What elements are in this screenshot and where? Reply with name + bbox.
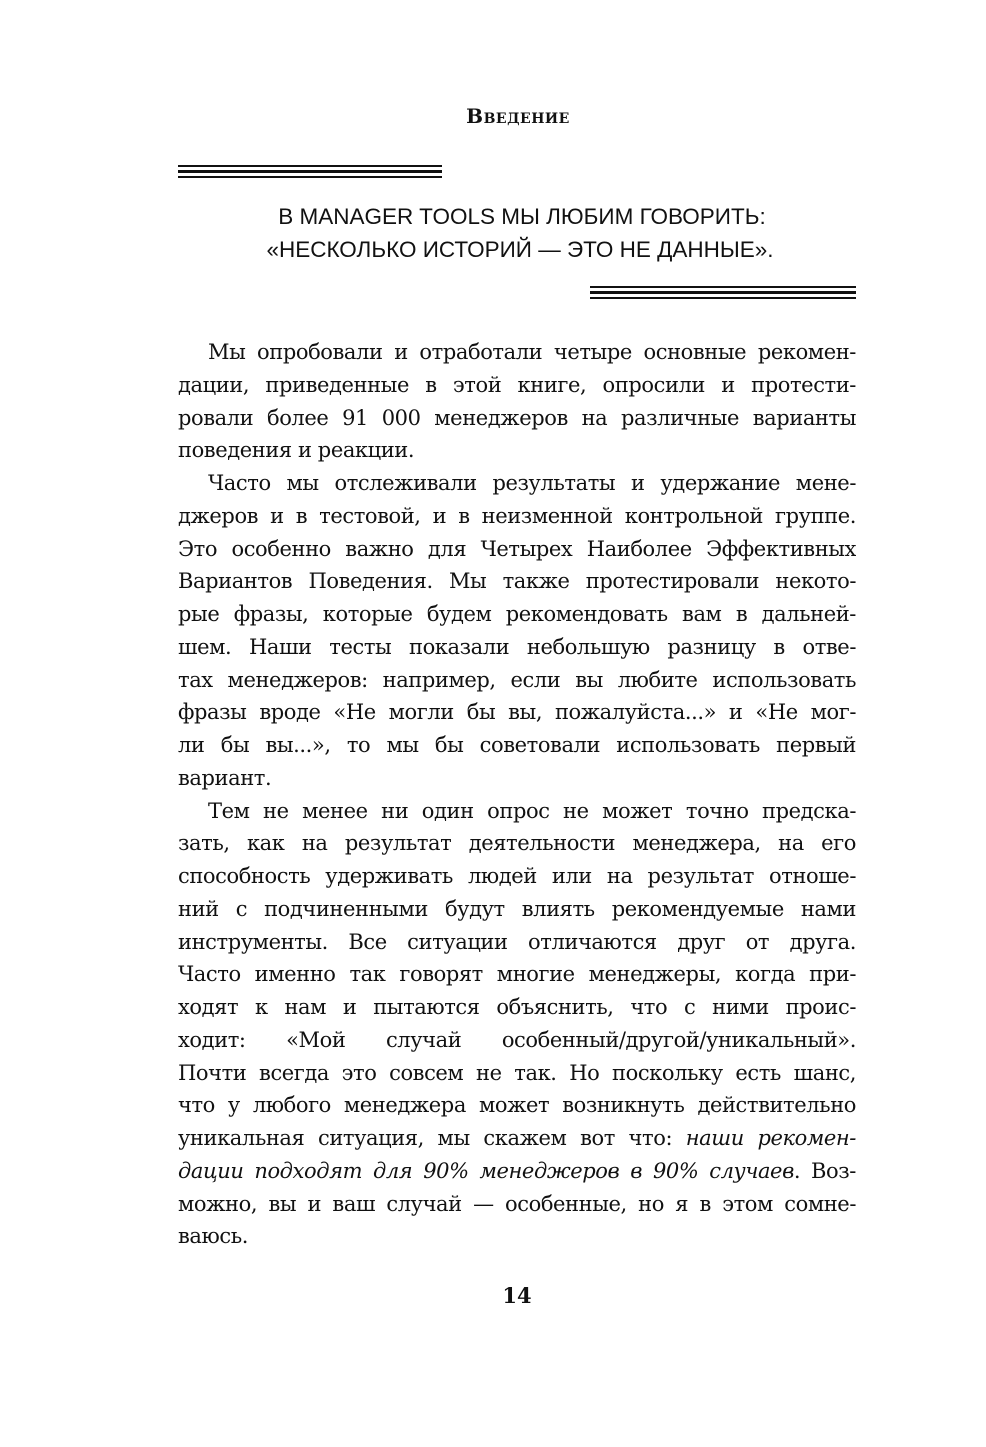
text-line: шем. Наши тесты показали небольшую разницу в отве-	[178, 634, 856, 659]
text-line: рые фразы, которые будем рекомендовать вам в дальней-	[178, 602, 856, 626]
text-line: ровали более 91 000 менеджеров на различные варианты	[178, 405, 856, 430]
text-run: уникальная ситуация, мы скажем вот что:	[178, 1126, 686, 1150]
text-line: вариант.	[178, 765, 272, 790]
pull-quote	[178, 200, 856, 266]
text-line: тах менеджеров: например, если вы любите использовать	[178, 667, 856, 692]
text-run: . Воз-	[793, 1158, 856, 1183]
text-line: что у любого менеджера может возникнуть действительно	[178, 1093, 856, 1118]
emphasis-text: дации подходят для 90% менеджеров в 90% случаев	[178, 1158, 794, 1183]
text-line: дации, приведенные в этой книге, опросили и протести-	[178, 372, 856, 397]
text-line: Это особенно важно для Четырех Наиболее Эффективных	[178, 536, 856, 561]
text-line: ваюсь.	[178, 1224, 248, 1249]
text-line-mixed	[178, 1155, 856, 1188]
paragraph-1	[178, 336, 856, 467]
text-line: ходят к нам и пытаются объяснить, что с ними проис-	[178, 995, 856, 1019]
text-line: джеров и в тестовой, и в неизменной контрольной группе.	[178, 503, 856, 528]
page-number: 14	[502, 1283, 532, 1308]
text-line: ний с подчиненными будут влиять рекомендуемые нами	[178, 896, 856, 921]
text-line: фразы вроде «Не могли бы вы, пожалуйста...» и «Не мог-	[178, 700, 856, 725]
body-text	[178, 336, 856, 1253]
text-line: способность удерживать людей или на результат отноше-	[178, 864, 856, 888]
text-line: ли бы вы...», то мы бы советовали использовать первый	[178, 733, 856, 757]
pull-quote-line-2: «НЕСКОЛЬКО ИСТОРИЙ — ЭТО НЕ ДАННЫЕ».	[266, 237, 774, 262]
decorative-rule-top	[178, 165, 442, 179]
text-line: Вариантов Поведения. Мы также протестировали некото-	[178, 569, 856, 594]
text-line-mixed	[178, 1122, 856, 1155]
decorative-rule-bottom	[590, 286, 856, 300]
text-line: Часто именно так говорят многие менеджеры, когда при-	[178, 962, 856, 987]
text-line: зать, как на результат деятельности менеджера, на его	[178, 831, 856, 856]
paragraph-2	[178, 467, 856, 795]
text-line: поведения и реакции.	[178, 438, 415, 463]
text-line: ходит: «Мой случай особенный/другой/уникальный».	[178, 1027, 856, 1052]
text-line: Часто мы отслеживали результаты и удержание мене-	[208, 471, 856, 495]
text-line: Почти всегда это совсем не так. Но поскольку есть шанс,	[178, 1060, 856, 1085]
text-line: Мы опробовали и отработали четыре основные рекомен-	[208, 340, 856, 364]
text-line: можно, вы и ваш случай — особенные, но я в этом сомне-	[178, 1191, 856, 1216]
running-head: Введение	[466, 104, 570, 128]
paragraph-3	[178, 795, 856, 1254]
text-line: инструменты. Все ситуации отличаются друг от друга.	[178, 929, 856, 954]
emphasis-text: наши рекомен-	[685, 1126, 856, 1150]
pull-quote-line-1: В MANAGER TOOLS МЫ ЛЮБИМ ГОВОРИТЬ:	[278, 204, 766, 229]
text-line: Тем не менее ни один опрос не может точно предска-	[208, 798, 856, 823]
